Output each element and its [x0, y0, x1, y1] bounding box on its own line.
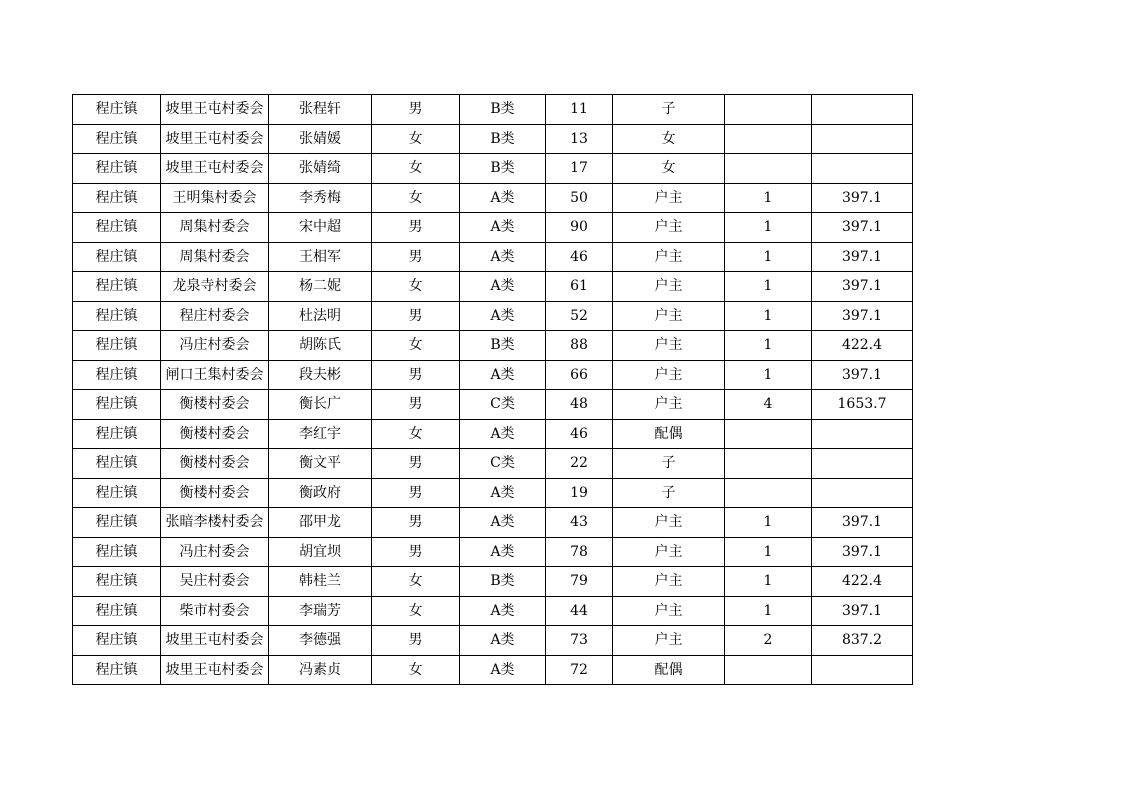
gender-cell[interactable]: 男	[372, 390, 460, 420]
town-cell[interactable]: 程庄镇	[73, 419, 161, 449]
town-cell[interactable]: 程庄镇	[73, 124, 161, 154]
amount-cell[interactable]: 1653.7	[812, 390, 913, 420]
age-cell[interactable]: 78	[546, 537, 613, 567]
household-count-cell[interactable]	[725, 419, 812, 449]
category-cell[interactable]: A类	[460, 242, 546, 272]
household-count-cell[interactable]: 2	[725, 626, 812, 656]
category-cell[interactable]: A类	[460, 596, 546, 626]
amount-cell[interactable]	[812, 449, 913, 479]
name-cell[interactable]: 冯素贞	[269, 655, 372, 685]
age-cell[interactable]: 90	[546, 213, 613, 243]
gender-cell[interactable]: 女	[372, 124, 460, 154]
village-cell[interactable]: 王明集村委会	[161, 183, 269, 213]
gender-cell[interactable]: 女	[372, 331, 460, 361]
relation-cell[interactable]: 户主	[613, 390, 725, 420]
town-cell[interactable]: 程庄镇	[73, 567, 161, 597]
relation-cell[interactable]: 户主	[613, 508, 725, 538]
relation-cell[interactable]: 子	[613, 449, 725, 479]
table-row	[73, 478, 913, 508]
gender-cell[interactable]: 女	[372, 183, 460, 213]
amount-cell[interactable]	[812, 95, 913, 125]
relation-cell[interactable]: 子	[613, 478, 725, 508]
category-cell[interactable]: A类	[460, 272, 546, 302]
amount-cell[interactable]	[812, 478, 913, 508]
name-cell[interactable]: 张婧媛	[269, 124, 372, 154]
category-cell[interactable]: A类	[460, 301, 546, 331]
name-cell[interactable]: 张婧绮	[269, 154, 372, 184]
age-cell[interactable]: 88	[546, 331, 613, 361]
gender-cell[interactable]: 男	[372, 449, 460, 479]
gender-cell[interactable]: 男	[372, 242, 460, 272]
gender-cell[interactable]: 男	[372, 626, 460, 656]
category-cell[interactable]: B类	[460, 95, 546, 125]
category-cell[interactable]: A类	[460, 419, 546, 449]
amount-cell[interactable]	[812, 419, 913, 449]
name-cell[interactable]: 邵甲龙	[269, 508, 372, 538]
gender-cell[interactable]: 男	[372, 478, 460, 508]
category-cell[interactable]: A类	[460, 626, 546, 656]
relation-cell[interactable]: 户主	[613, 626, 725, 656]
age-cell[interactable]: 50	[546, 183, 613, 213]
age-cell[interactable]: 73	[546, 626, 613, 656]
table-row	[73, 449, 913, 479]
village-cell[interactable]: 龙泉寺村委会	[161, 272, 269, 302]
gender-cell[interactable]: 男	[372, 508, 460, 538]
relation-cell[interactable]: 子	[613, 95, 725, 125]
town-cell[interactable]: 程庄镇	[73, 331, 161, 361]
gender-cell[interactable]: 男	[372, 95, 460, 125]
town-cell[interactable]: 程庄镇	[73, 390, 161, 420]
name-cell[interactable]: 韩桂兰	[269, 567, 372, 597]
amount-cell[interactable]: 397.1	[812, 242, 913, 272]
roster-table	[72, 94, 913, 685]
village-cell[interactable]: 闸口王集村委会	[161, 360, 269, 390]
village-cell[interactable]: 冯庄村委会	[161, 331, 269, 361]
relation-cell[interactable]: 户主	[613, 567, 725, 597]
category-cell[interactable]: B类	[460, 124, 546, 154]
household-count-cell[interactable]	[725, 655, 812, 685]
household-count-cell[interactable]	[725, 154, 812, 184]
table-row	[73, 390, 913, 420]
household-count-cell[interactable]: 1	[725, 567, 812, 597]
spreadsheet-page	[72, 94, 913, 685]
town-cell[interactable]: 程庄镇	[73, 242, 161, 272]
table-row	[73, 537, 913, 567]
table-row	[73, 213, 913, 243]
amount-cell[interactable]: 397.1	[812, 596, 913, 626]
gender-cell[interactable]: 女	[372, 567, 460, 597]
category-cell[interactable]: A类	[460, 508, 546, 538]
name-cell[interactable]: 胡陈氏	[269, 331, 372, 361]
household-count-cell[interactable]: 1	[725, 301, 812, 331]
village-cell[interactable]: 柴市村委会	[161, 596, 269, 626]
age-cell[interactable]: 22	[546, 449, 613, 479]
household-count-cell[interactable]: 4	[725, 390, 812, 420]
name-cell[interactable]: 李德强	[269, 626, 372, 656]
town-cell[interactable]: 程庄镇	[73, 508, 161, 538]
household-count-cell[interactable]: 1	[725, 537, 812, 567]
gender-cell[interactable]: 女	[372, 154, 460, 184]
household-count-cell[interactable]: 1	[725, 272, 812, 302]
roster-table-body	[73, 95, 913, 685]
age-cell[interactable]: 13	[546, 124, 613, 154]
village-cell[interactable]: 衡楼村委会	[161, 449, 269, 479]
age-cell[interactable]: 19	[546, 478, 613, 508]
name-cell[interactable]: 李红宇	[269, 419, 372, 449]
category-cell[interactable]: A类	[460, 537, 546, 567]
table-row	[73, 154, 913, 184]
village-cell[interactable]: 坡里王屯村委会	[161, 124, 269, 154]
gender-cell[interactable]: 女	[372, 596, 460, 626]
household-count-cell[interactable]: 1	[725, 508, 812, 538]
household-count-cell[interactable]: 1	[725, 360, 812, 390]
village-cell[interactable]: 衡楼村委会	[161, 478, 269, 508]
town-cell[interactable]: 程庄镇	[73, 537, 161, 567]
age-cell[interactable]: 43	[546, 508, 613, 538]
amount-cell[interactable]: 397.1	[812, 301, 913, 331]
household-count-cell[interactable]	[725, 95, 812, 125]
amount-cell[interactable]	[812, 124, 913, 154]
town-cell[interactable]: 程庄镇	[73, 154, 161, 184]
relation-cell[interactable]: 女	[613, 154, 725, 184]
village-cell[interactable]: 坡里王屯村委会	[161, 655, 269, 685]
relation-cell[interactable]: 户主	[613, 272, 725, 302]
category-cell[interactable]: B类	[460, 331, 546, 361]
age-cell[interactable]: 52	[546, 301, 613, 331]
gender-cell[interactable]: 男	[372, 301, 460, 331]
amount-cell[interactable]: 837.2	[812, 626, 913, 656]
village-cell[interactable]: 坡里王屯村委会	[161, 154, 269, 184]
amount-cell[interactable]: 422.4	[812, 567, 913, 597]
age-cell[interactable]: 17	[546, 154, 613, 184]
village-cell[interactable]: 冯庄村委会	[161, 537, 269, 567]
relation-cell[interactable]: 户主	[613, 331, 725, 361]
household-count-cell[interactable]: 1	[725, 331, 812, 361]
relation-cell[interactable]: 配偶	[613, 419, 725, 449]
relation-cell[interactable]: 户主	[613, 537, 725, 567]
village-cell[interactable]: 张暗李楼村委会	[161, 508, 269, 538]
table-row	[73, 242, 913, 272]
relation-cell[interactable]: 户主	[613, 596, 725, 626]
village-cell[interactable]: 坡里王屯村委会	[161, 626, 269, 656]
relation-cell[interactable]: 户主	[613, 242, 725, 272]
table-row	[73, 596, 913, 626]
category-cell[interactable]: B类	[460, 154, 546, 184]
village-cell[interactable]: 衡楼村委会	[161, 419, 269, 449]
household-count-cell[interactable]	[725, 124, 812, 154]
gender-cell[interactable]: 男	[372, 213, 460, 243]
name-cell[interactable]: 衡政府	[269, 478, 372, 508]
gender-cell[interactable]: 女	[372, 419, 460, 449]
amount-cell[interactable]: 397.1	[812, 508, 913, 538]
age-cell[interactable]: 61	[546, 272, 613, 302]
table-row	[73, 272, 913, 302]
table-row	[73, 124, 913, 154]
village-cell[interactable]: 程庄村委会	[161, 301, 269, 331]
table-row	[73, 655, 913, 685]
town-cell[interactable]: 程庄镇	[73, 478, 161, 508]
household-count-cell[interactable]: 1	[725, 242, 812, 272]
relation-cell[interactable]: 户主	[613, 360, 725, 390]
name-cell[interactable]: 段夫彬	[269, 360, 372, 390]
amount-cell[interactable]: 422.4	[812, 331, 913, 361]
name-cell[interactable]: 李秀梅	[269, 183, 372, 213]
table-row	[73, 508, 913, 538]
household-count-cell[interactable]: 1	[725, 596, 812, 626]
age-cell[interactable]: 48	[546, 390, 613, 420]
name-cell[interactable]: 衡文平	[269, 449, 372, 479]
category-cell[interactable]: A类	[460, 183, 546, 213]
relation-cell[interactable]: 户主	[613, 301, 725, 331]
age-cell[interactable]: 66	[546, 360, 613, 390]
table-row	[73, 567, 913, 597]
category-cell[interactable]: C类	[460, 449, 546, 479]
relation-cell[interactable]: 户主	[613, 183, 725, 213]
town-cell[interactable]: 程庄镇	[73, 655, 161, 685]
village-cell[interactable]: 衡楼村委会	[161, 390, 269, 420]
table-row	[73, 301, 913, 331]
name-cell[interactable]: 胡宜坝	[269, 537, 372, 567]
village-cell[interactable]: 吴庄村委会	[161, 567, 269, 597]
gender-cell[interactable]: 女	[372, 655, 460, 685]
village-cell[interactable]: 周集村委会	[161, 242, 269, 272]
category-cell[interactable]: A类	[460, 655, 546, 685]
age-cell[interactable]: 44	[546, 596, 613, 626]
gender-cell[interactable]: 男	[372, 537, 460, 567]
name-cell[interactable]: 李瑞芳	[269, 596, 372, 626]
category-cell[interactable]: A类	[460, 213, 546, 243]
category-cell[interactable]: C类	[460, 390, 546, 420]
town-cell[interactable]: 程庄镇	[73, 213, 161, 243]
town-cell[interactable]: 程庄镇	[73, 272, 161, 302]
age-cell[interactable]: 72	[546, 655, 613, 685]
amount-cell[interactable]	[812, 154, 913, 184]
household-count-cell[interactable]: 1	[725, 213, 812, 243]
village-cell[interactable]: 周集村委会	[161, 213, 269, 243]
table-row	[73, 183, 913, 213]
gender-cell[interactable]: 女	[372, 272, 460, 302]
table-row	[73, 95, 913, 125]
household-count-cell[interactable]: 1	[725, 183, 812, 213]
name-cell[interactable]: 王相军	[269, 242, 372, 272]
category-cell[interactable]: A类	[460, 478, 546, 508]
household-count-cell[interactable]	[725, 449, 812, 479]
town-cell[interactable]: 程庄镇	[73, 596, 161, 626]
town-cell[interactable]: 程庄镇	[73, 95, 161, 125]
village-cell[interactable]: 坡里王屯村委会	[161, 95, 269, 125]
table-row	[73, 626, 913, 656]
amount-cell[interactable]: 397.1	[812, 183, 913, 213]
age-cell[interactable]: 46	[546, 242, 613, 272]
relation-cell[interactable]: 配偶	[613, 655, 725, 685]
town-cell[interactable]: 程庄镇	[73, 626, 161, 656]
table-row	[73, 419, 913, 449]
amount-cell[interactable]	[812, 655, 913, 685]
age-cell[interactable]: 11	[546, 95, 613, 125]
relation-cell[interactable]: 户主	[613, 213, 725, 243]
household-count-cell[interactable]	[725, 478, 812, 508]
name-cell[interactable]: 杜法明	[269, 301, 372, 331]
town-cell[interactable]: 程庄镇	[73, 183, 161, 213]
town-cell[interactable]: 程庄镇	[73, 360, 161, 390]
category-cell[interactable]: A类	[460, 360, 546, 390]
name-cell[interactable]: 宋中超	[269, 213, 372, 243]
name-cell[interactable]: 杨二妮	[269, 272, 372, 302]
name-cell[interactable]: 衡长广	[269, 390, 372, 420]
amount-cell[interactable]: 397.1	[812, 213, 913, 243]
town-cell[interactable]: 程庄镇	[73, 301, 161, 331]
table-row	[73, 331, 913, 361]
category-cell[interactable]: B类	[460, 567, 546, 597]
gender-cell[interactable]: 男	[372, 360, 460, 390]
town-cell[interactable]: 程庄镇	[73, 449, 161, 479]
table-row	[73, 360, 913, 390]
relation-cell[interactable]: 女	[613, 124, 725, 154]
amount-cell[interactable]: 397.1	[812, 537, 913, 567]
amount-cell[interactable]: 397.1	[812, 272, 913, 302]
age-cell[interactable]: 79	[546, 567, 613, 597]
amount-cell[interactable]: 397.1	[812, 360, 913, 390]
age-cell[interactable]: 46	[546, 419, 613, 449]
name-cell[interactable]: 张程轩	[269, 95, 372, 125]
